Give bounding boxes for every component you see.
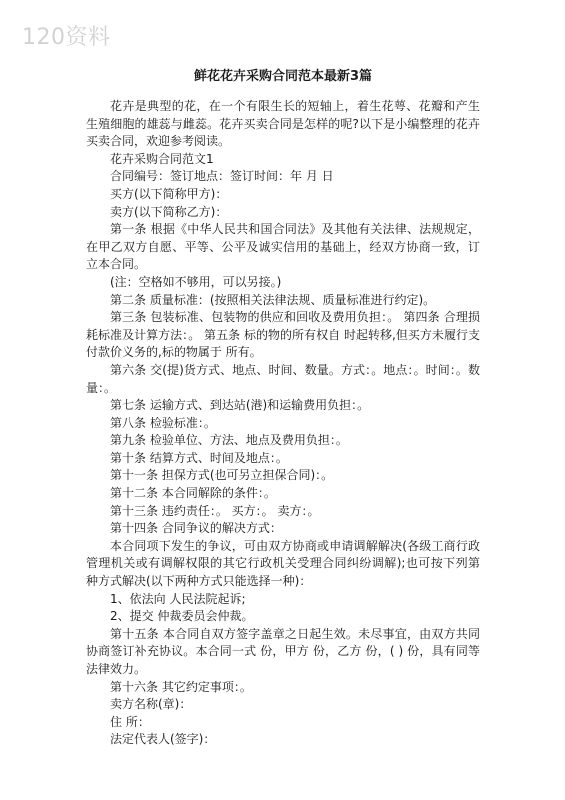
paragraph: 买方(以下简称甲方)：	[110, 186, 228, 201]
paragraph: 第十五条 本合同自双方签字盖章之日起生效。未尽事宜，由双方共同协商签订补充协议。本合同一式 份，甲方 份，乙方 份，( ) 份，具有同等法律效力。	[86, 626, 480, 676]
document-title: 鲜花花卉采购合同范本最新3篇	[193, 69, 373, 84]
paragraph: 合同编号：签订地点：签订时间：年 月 日	[110, 169, 334, 184]
paragraph: 法定代表人(签字)：	[110, 732, 216, 747]
paragraph: 第十条 结算方式、时间及地点：。	[110, 450, 288, 465]
paragraph: 第十三条 违约责任：。 买方：。 卖方：。	[110, 503, 320, 518]
document-page	[86, 68, 480, 749]
paragraph: 第十六条 其它约定事项：。	[110, 679, 252, 694]
paragraph: 第三条 包装标准、包装物的供应和回收及费用负担：。 第四条 合理损耗标准及计算方法：。 第五条 标的物的所有权自 时起转移,但买方未履行支付款价义务的,标的物属于 所有。	[86, 310, 480, 360]
paragraph: 2、提交 仲裁委员会仲裁。	[110, 609, 254, 624]
paragraph: 本合同项下发生的争议，可由双方协商或申请调解解决(各级工商行政管理机关或有调解权限的其它行政机关受理合同纠纷调解);也可按下列第 种方式解决(以下两种方式只能选择一种)：	[86, 538, 480, 589]
paragraph: 卖方名称(章)：	[110, 697, 192, 712]
paragraph: (注：空格如不够用，可以另接。)	[110, 274, 282, 289]
paragraph: 花卉是典型的花，在一个有限生长的短轴上，着生花萼、花瓣和产生生殖细胞的雄蕊与雌蕊。花卉买卖合同是怎样的呢?以下是小编整理的花卉买卖合同，欢迎参考阅读。	[86, 99, 480, 149]
paragraph: 第六条 交(提)货方式、地点、时间、数量。方式：。地点：。时间：。数量：。	[86, 362, 480, 395]
paragraph: 第十一条 担保方式(也可另立担保合同)：。	[110, 468, 334, 483]
paragraph: 第九条 检验单位、方法、地点及费用负担：。	[110, 433, 348, 448]
paragraph: 住 所：	[110, 714, 150, 729]
paragraph: 第二条 质量标准：(按照相关法律法规、质量标准进行约定)。	[110, 292, 436, 307]
paragraph: 第八条 检验标准：。	[110, 415, 216, 430]
paragraph: 第一条 根据《中华人民共和国合同法》及其他有关法律、法规规定，在甲乙双方自愿、平等、公平及诚实信用的基础上，经双方协商一致，订立本合同。	[86, 222, 480, 272]
paragraph: 卖方(以下简称乙方)：	[110, 204, 228, 219]
paragraph: 花卉采购合同范文1	[110, 151, 214, 166]
paragraph: 第七条 运输方式、到达站(港)和运输费用负担：。	[110, 398, 370, 413]
document-body	[86, 98, 480, 749]
paragraph: 第十二条 本合同解除的条件：。	[110, 486, 276, 501]
watermark-text: 120资料	[22, 25, 111, 50]
paragraph: 第十四条 合同争议的解决方式：	[110, 521, 282, 536]
paragraph: 1、依法向 人民法院起诉;	[110, 591, 246, 606]
